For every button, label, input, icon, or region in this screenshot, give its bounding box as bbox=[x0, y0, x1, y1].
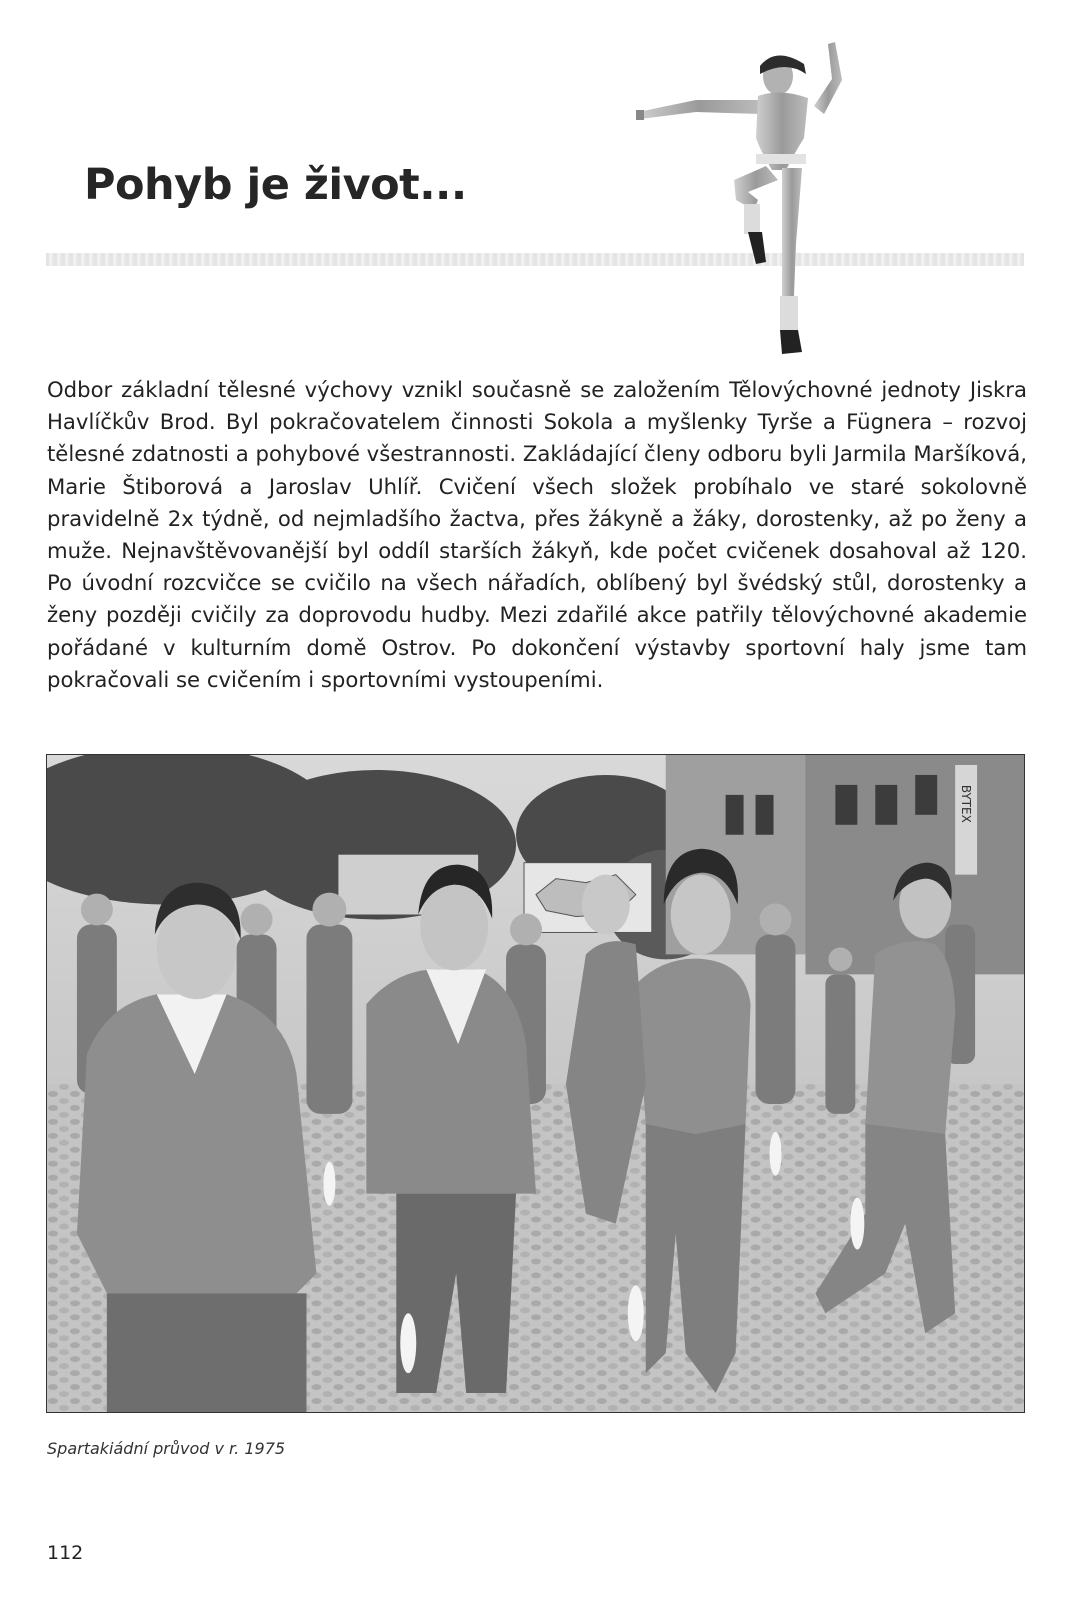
gymnast-illustration bbox=[636, 34, 866, 364]
page-number: 112 bbox=[47, 1542, 84, 1564]
body-paragraph: Odbor základní tělesné výchovy vznikl současně se založením Tělovýchovné jednoty Jiskra Havlíčkův Brod. Byl pokračovatelem činnosti Sokola a myšlenky Tyrše a Fügnera – rozvoj tělesné zdatnosti a pohybové všestrannosti. Zakládající členy odboru byli Jarmila Maršíková, Marie Štiborová a Jaroslav Uhlíř. Cvičení všech složek probíhalo ve staré sokolovně pravidelně 2x týdně, od nejmladšího žactva, přes žákyně a žáky, dorostenky, až po ženy a muže. Nejnavštěvovanější byl oddíl starších žákyň, kde počet cvičenek dosahoval až 120. Po úvodní rozcvičce se cvičilo na všech nářadích, oblíbený byl švédský stůl, dorostenky a ženy později cvičily za doprovodu hudby. Mezi zdařilé akce patřily tělovýchovné akademie pořádané v kulturním domě Ostrov. Po dokončení výstavby sportovní haly jsme tam pokračovali se cvičením i sportovními vystoupeními. bbox=[47, 377, 1027, 692]
shop-sign: BYTEX bbox=[959, 784, 974, 823]
page-title: Pohyb je život... bbox=[84, 160, 467, 210]
title-underline-bar bbox=[46, 253, 1024, 266]
parade-photo bbox=[46, 754, 1025, 1413]
photo-caption: Spartakiádní průvod v r. 1975 bbox=[47, 1439, 286, 1458]
